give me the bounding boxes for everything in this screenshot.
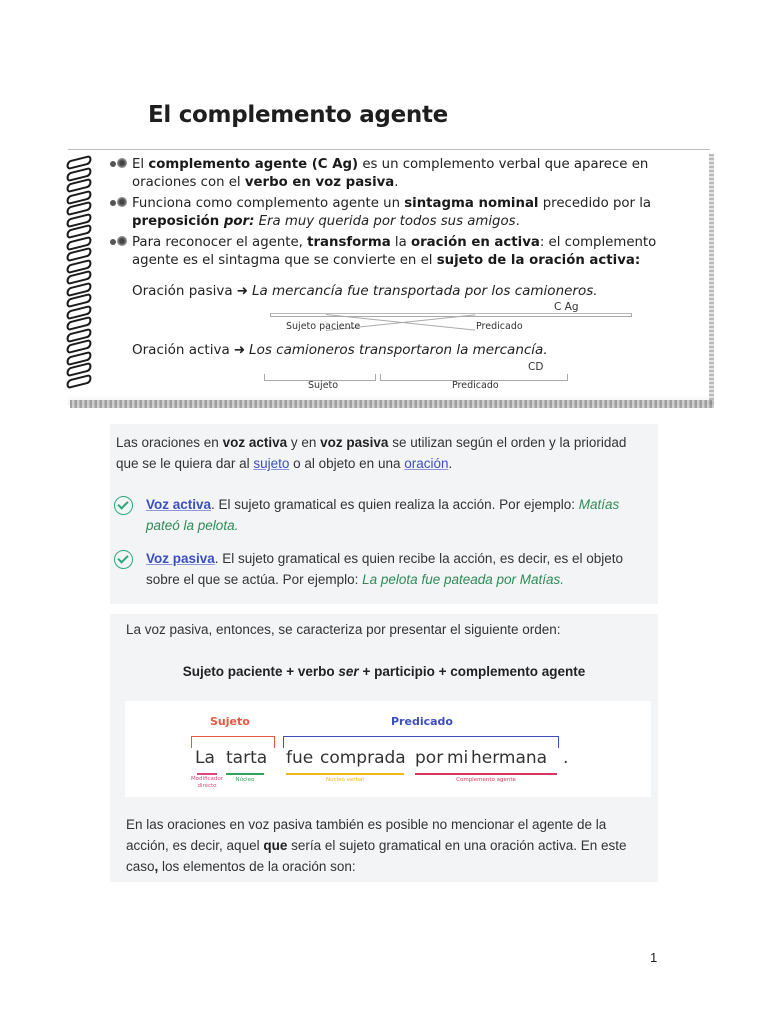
page-edge-bottom (70, 400, 714, 408)
diagram-predicate-label: Predicado (391, 715, 453, 728)
arrow-right-icon: ➜ (233, 342, 246, 358)
passive-structure-panel (110, 614, 658, 882)
passive-intro: La voz pasiva, entonces, se caracteriza por presentar el siguiente orden: (126, 622, 561, 637)
diagram-subject-label: Sujeto (210, 715, 250, 728)
agent-underline (415, 773, 557, 775)
word: fue (286, 748, 314, 768)
agent-label: Complemento agente (456, 777, 516, 783)
page-edge-right (709, 154, 714, 406)
active-predicate-label: Predicado (452, 380, 499, 391)
notebook-bullet-1: El complemento agente (C Ag) es un complemento verbal que aparece en oraciones con el verbo en voz pasiva. (132, 156, 698, 191)
modifier-underline (197, 773, 217, 775)
active-example: Oración activa ➜ Los camioneros transportaron la mercancía. (132, 342, 548, 358)
word: hermana (471, 748, 548, 768)
bullet-icon (102, 196, 128, 210)
notebook-text (132, 156, 698, 273)
notebook-title: El complemento agente (148, 102, 448, 128)
bullet-icon (102, 235, 128, 249)
link-voz-pasiva[interactable]: Voz pasiva (146, 551, 215, 566)
link-sujeto[interactable]: sujeto (253, 456, 290, 471)
verbal-nucleus-label: Núcleo verbal (326, 777, 364, 783)
check-circle-icon (114, 496, 133, 515)
active-subject-label: Sujeto (308, 380, 339, 391)
bullet-icon (102, 157, 128, 171)
arrow-right-icon: ➜ (236, 283, 248, 299)
nucleus-label: Núcleo (235, 777, 255, 783)
verbal-nucleus-underline (286, 773, 404, 775)
notebook-bullet-3: Para reconocer el agente, transforma la oración en activa: el complemento agente es el sintagma que se convierte en el sujeto de la oración activa: (132, 234, 698, 269)
cag-label: C Ag (554, 301, 579, 313)
passive-predicate-label: Predicado (476, 321, 523, 332)
word: . (563, 748, 569, 768)
nucleus-underline (226, 773, 264, 775)
word: por (415, 748, 444, 768)
passive-note-paragraph: En las oraciones en voz pasiva también es posible no mencionar el agente de la acción, es decir, aquel que sería el sujeto gramatical en una oración activa. En este caso, los elementos de la oración son: (126, 817, 627, 874)
passive-example: Oración pasiva ➜ La mercancía fue transportada por los camioneros. (132, 283, 598, 299)
cd-label: CD (528, 361, 544, 373)
voice-intro-paragraph: Las oraciones en voz activa y en voz pasiva se utilizan según el orden y la prioridad que se le quiera dar al sujeto o al objeto en una oración. (116, 435, 627, 471)
link-voz-activa[interactable]: Voz activa (146, 497, 212, 512)
link-oracion[interactable]: oración (404, 456, 449, 471)
notebook-bullet-2: Funciona como complemento agente un sintagma nominal precedido por la preposición por: Era muy querida por todos sus amigos. (132, 195, 698, 230)
sentence-diagram (125, 701, 651, 797)
modifier-label: Modificador directo (190, 776, 224, 789)
word: mi (447, 748, 469, 768)
spiral-binding-icon (66, 156, 92, 406)
subject-bracket (191, 736, 275, 748)
page-number: 1 (650, 950, 658, 965)
voice-explanation-panel: Las oraciones en voz activa y en voz pasiva se utilizan según el orden y la prioridad que se le quiera dar al sujeto o al objeto en una oración. Voz activa. El sujeto gramatical es quien realiza la acción. Por ejemplo: Matías pateó la pelota. Voz pasiva. El sujeto gramatical es quien recibe la acción, es decir, es el objeto sobre el que se actúa. Por ejemplo: La pelota fue pateada por Matías. (110, 424, 658, 604)
passive-formula: Sujeto paciente + verbo ser + participio + complemento agente (182, 664, 586, 679)
word: comprada (320, 748, 406, 768)
notebook-image (64, 92, 714, 410)
word: tarta (226, 748, 268, 768)
check-circle-icon (114, 550, 133, 569)
passive-subject-label: Sujeto paciente (286, 321, 361, 332)
predicate-bracket (283, 736, 559, 748)
word: La (195, 748, 215, 768)
